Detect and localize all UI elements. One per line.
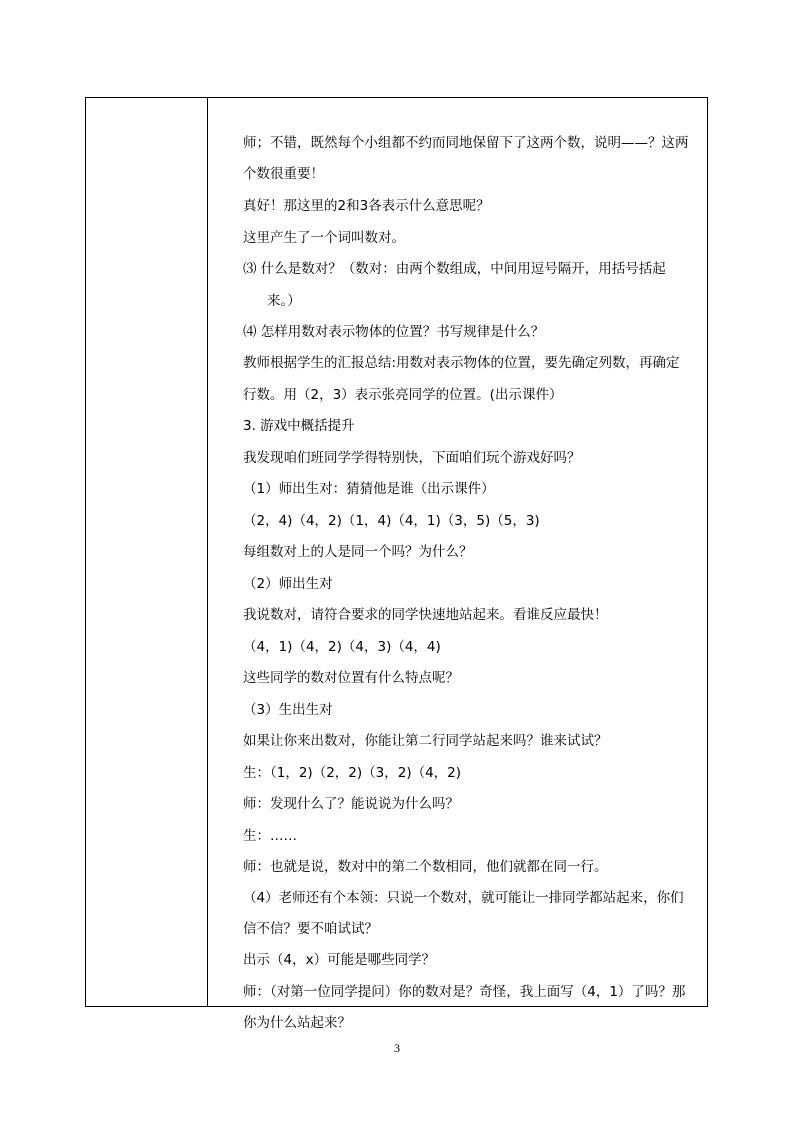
text-line: （2）师出生对 <box>243 576 333 592</box>
text-line: 我说数对，请符合要求的同学快速地站起来。看谁反应最快！ <box>243 607 608 623</box>
text-line: 师；不错，既然每个小组都不约而同地保留下了这两个数，说明——？这两 <box>243 135 689 151</box>
text-line: （3）生出生对 <box>243 702 333 718</box>
text-line: （4，1)（4，2)（4，3)（4，4) <box>243 639 441 655</box>
text-line: 生：（1，2)（2，2)（3，2)（4，2) <box>243 765 462 781</box>
text-line: 我发现咱们班同学学得特别快，下面咱们玩个游戏好吗？ <box>243 450 581 466</box>
text-line: 师：发现什么了？能说说为什么吗？ <box>243 796 459 812</box>
lesson-table <box>85 97 708 1031</box>
text-line: 来。） <box>267 293 301 309</box>
page-number: 3 <box>394 1041 400 1055</box>
text-line: （4）老师还有个本领：只说一个数对，就可能让一排同学都站起来，你们 <box>243 890 684 906</box>
text-line: 出示（4，x）可能是哪些同学？ <box>243 952 436 968</box>
text-line: 教师根据学生的汇报总结:用数对表示物体的位置，要先确定列数，再确定 <box>243 355 680 371</box>
text-line: 生：…… <box>243 828 297 844</box>
text-line: ⑷ 怎样用数对表示物体的位置？书写规律是什么？ <box>243 324 545 340</box>
text-line: 如果让你来出数对，你能让第二行同学站起来吗？谁来试试？ <box>243 733 608 749</box>
text-line: 师：（对第一位同学提问）你的数对是？奇怪，我上面写（4，1）了吗？那 <box>243 984 686 1000</box>
text-line: 3. 游戏中概括提升 <box>243 418 355 434</box>
text-line: 个数很重要！ <box>243 166 324 182</box>
text-line: 你为什么站起来？ <box>243 1015 351 1031</box>
text-line: 这里产生了一个词叫数对。 <box>243 230 405 246</box>
content-cell <box>209 98 707 1031</box>
text-line: 信不信？要不咱试试？ <box>243 921 378 937</box>
text-line: ⑶ 什么是数对？（数对：由两个数组成，中间用逗号隔开，用括号括起 <box>243 261 666 277</box>
text-line: 真好！那这里的2和3各表示什么意思呢？ <box>243 198 490 214</box>
text-line: 每组数对上的人是同一个吗？为什么？ <box>243 544 473 560</box>
text-line: 行数。用（2，3）表示张亮同学的位置。(出示课件） <box>243 387 563 403</box>
text-line: （2，4)（4，2)（1，4)（4，1)（3，5)（5，3) <box>243 513 540 529</box>
text-line: 师：也就是说，数对中的第二个数相同，他们就都在同一行。 <box>243 859 608 875</box>
text-line: 这些同学的数对位置有什么特点呢？ <box>243 670 459 686</box>
column-divider <box>207 98 208 1006</box>
text-line: （1）师出生对：猜猜他是谁（出示课件） <box>243 481 495 497</box>
